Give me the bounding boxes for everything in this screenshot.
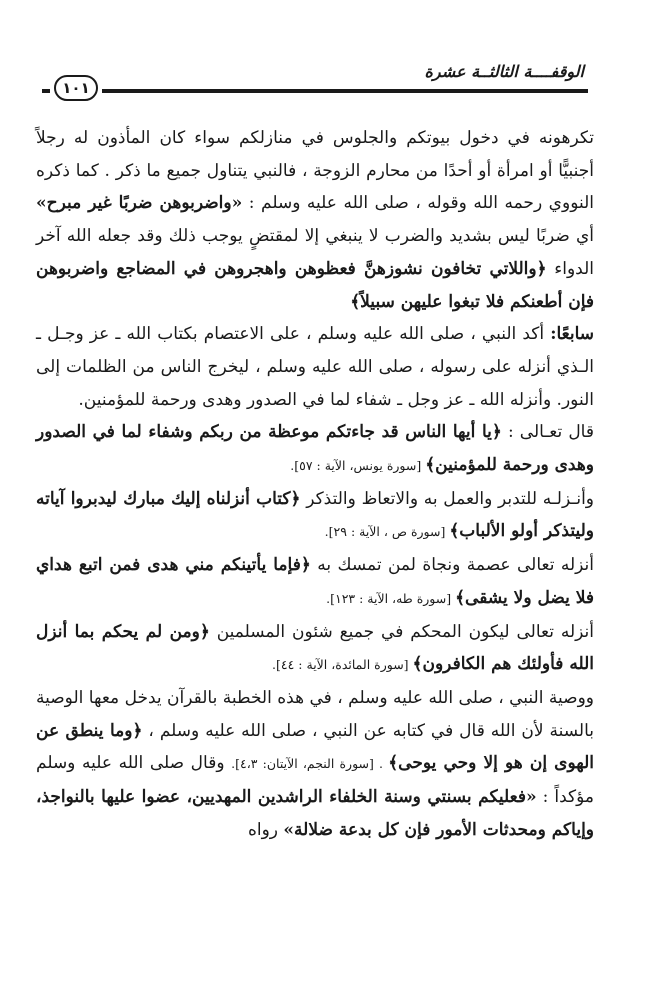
verse-reference: [سورة ص ، الآية : ٢٩]. [324, 524, 450, 540]
quran-quote: ﴿واللاتي تخافون نشوزهنَّ فعظوهن واهجروهن في المضاجع واضربوهن فإن أطعنكم فلا تبغوا عليهن سبيلاً﴾ [36, 258, 594, 312]
quran-quote: ﴿يا أيها الناس قد جاءتكم موعظة من ربكم وشفاء لما في الصدور وهدى ورحمة للمؤمنين﴾ [36, 422, 594, 476]
page-number: ١٠١ [54, 75, 98, 101]
paragraph: وأنـزلـه للتدبر والعمل به والاتعاظ والتذكر ﴿كتاب أنزلناه إليك مبارك ليدبروا آياته وليتذكر أولو الألباب﴾ [سورة ص ، الآية : ٢٩]. [36, 488, 595, 542]
header-rule-end [42, 89, 50, 93]
page-body [36, 122, 594, 846]
running-title: الوقفــــة الثالثــة عشرة [424, 62, 584, 81]
verse-reference: . [سورة النجم، الآيتان: ٤،٣]. [231, 756, 389, 772]
quran-quote: ﴿ومن لم يحكم بما أنزل الله فأولئك هم الكافرون﴾ [36, 621, 594, 675]
quran-quote: ﴿فإما يأتينكم مني هدى فمن اتبع هداي فلا يضل ولا يشقى﴾ [36, 555, 594, 608]
header-rule [102, 89, 588, 93]
quran-quote: ﴿وما ينطق عن الهوى إن هو إلا وحي يوحى﴾ [36, 720, 594, 774]
paragraph: تكرهونه في دخول بيوتكم والجلوس في منازلكم سواء كان المأذون له رجلاً أجنبيًّا أو امرأة أو أحدًا من محارم الزوجة ، فالنبي يتناول جميع ما ذكر . كما ذكره النووي رحمه الله وقوله ، صلى الله عليه وسلم : «واضربوهن ضربًا غير مبرح» أي ضربًا ليس بشديد والضرب لا ينبغي إلا لمقتضٍ يوجب ذلك وقد جعله الله آخر الدواء ﴿واللاتي تخافون نشوزهنَّ فعظوهن واهجروهن في المضاجع واضربوهن فإن أطعنكم فلا تبغوا عليهن سبيلاً﴾ [36, 128, 595, 312]
paragraph: ووصية النبي ، صلى الله عليه وسلم ، في هذه الخطبة بالقرآن يدخل معها الوصية بالسنة لأن الله قال في كتابه عن النبي ، صلى الله عليه وسلم ، ﴿وما ينطق عن الهوى إن هو إلا وحي يوحى﴾ . [سورة النجم، الآيتان: ٤،٣]. وقال صلى الله عليه وسلم مؤكداً : «فعليكم بسنتي وسنة الخلفاء الراشدين المهديين، عضوا عليها بالنواجذ، وإياكم ومحدثات الأمور فإن كل بدعة ضلالة» رواه [36, 687, 594, 840]
page-header [42, 58, 588, 108]
verse-reference: [سورة يونس، الآية : ٥٧]. [290, 458, 426, 474]
verse-reference: [سورة المائدة، الآية : ٤٤]. [272, 657, 413, 673]
paragraph: أنزله تعالى عصمة ونجاة لمن تمسك به ﴿فإما يأتينكم مني هدى فمن اتبع هداي فلا يضل ولا يشقى﴾ [سورة طه، الآية : ١٢٣]. [36, 555, 595, 608]
verse-reference: [سورة طه، الآية : ١٢٣]. [326, 590, 456, 606]
hadith-quote: «واضربوهن ضربًا غير مبرح» [36, 193, 243, 214]
quran-quote: ﴿كتاب أنزلناه إليك مبارك ليدبروا آياته وليتذكر أولو الألباب﴾ [36, 488, 594, 542]
paragraph: أنزله تعالى ليكون المحكم في جميع شئون المسلمين ﴿ومن لم يحكم بما أنزل الله فأولئك هم الكافرون﴾ [سورة المائدة، الآية : ٤٤]. [36, 621, 594, 675]
paragraph: سابعًا: أكد النبي ، صلى الله عليه وسلم ، على الاعتصام بكتاب الله ـ عز وجـل ـ الـذي أنزله على رسوله ، صلى الله عليه وسلم ، ليخرج الناس من الظلمات إلى النور. وأنزله الله ـ عز وجل ـ شفاء لما في الصدور وهدى ورحمة للمؤمنين. [36, 324, 594, 410]
paragraph: قال تعـالى : ﴿يا أيها الناس قد جاءتكم موعظة من ربكم وشفاء لما في الصدور وهدى ورحمة للمؤمنين﴾ [سورة يونس، الآية : ٥٧]. [36, 422, 594, 476]
section-keyword: سابعًا: [550, 324, 594, 345]
hadith-quote: «فعليكم بسنتي وسنة الخلفاء الراشدين المهديين، عضوا عليها بالنواجذ، وإياكم ومحدثات الأمور فإن كل بدعة ضلالة» [36, 787, 594, 840]
